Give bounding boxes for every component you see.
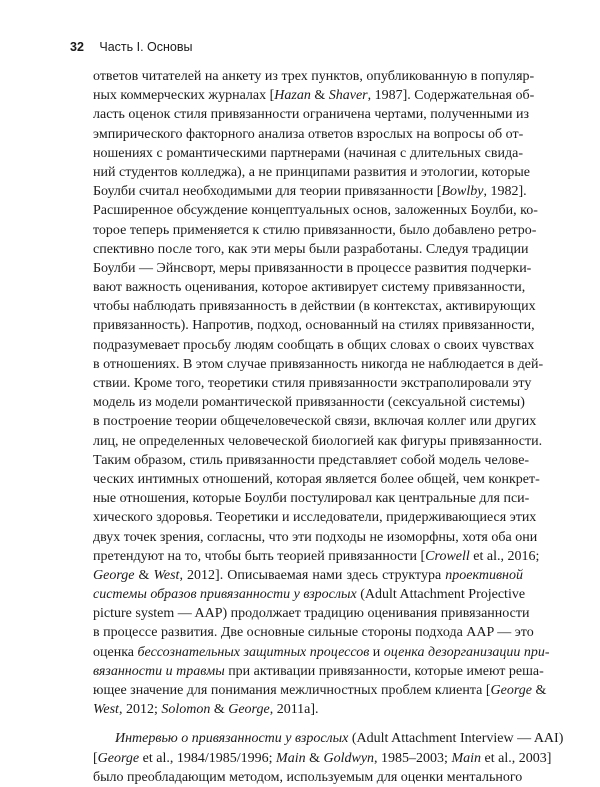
text-run: двух точек зрения, согласны, что эти подходы не изоморфны, хотя оба они — [93, 529, 538, 545]
text-run: , 1987]. Содержательная об- — [367, 88, 535, 104]
text-line — [93, 508, 537, 527]
text-line — [93, 623, 534, 642]
text-line — [93, 585, 526, 604]
text-run: вают важность оценивания, которое активирует систему привязанности, — [93, 280, 526, 296]
text-line — [93, 163, 530, 182]
text-run: et al., 1984/1985/1996; — [139, 750, 277, 766]
text-run: ний студентов колледжа), а не принципами развития и этологии, которые — [93, 164, 530, 180]
text-run: Hazan — [274, 88, 311, 104]
text-run: Боулби считал необходимыми для теории привязанности [ — [93, 184, 442, 200]
text-run: West — [153, 567, 180, 583]
text-run: & — [134, 567, 154, 583]
text-run: & — [532, 683, 547, 698]
text-line — [93, 144, 523, 163]
text-line — [93, 700, 523, 719]
text-line — [93, 643, 550, 662]
text-run: Goldwyn — [323, 750, 375, 766]
text-run: Crowell — [425, 548, 470, 564]
text-run: [ — [93, 750, 98, 766]
text-run: ласть оценок стиля привязанности ограничена чертами, полученными из — [93, 107, 530, 123]
text-line — [93, 393, 523, 412]
text-run: хического здоровья. Теоретики и исследователи, придерживающиеся этих — [93, 510, 537, 526]
text-line — [93, 528, 538, 547]
text-line — [93, 316, 535, 335]
running-header — [70, 40, 193, 54]
text-run: модель из модели романтической привязанности (сексуальной системы) — [93, 395, 525, 411]
text-line — [93, 451, 530, 470]
text-run: системы образов привязанности у взрослых — [93, 587, 357, 603]
text-run: Расширенное обсуждение концептуальных основ, заложенных Боулби, ко- — [93, 203, 538, 219]
text-run: Интервью о привязанности у взрослых — [115, 731, 349, 747]
text-run: подразумевает просьбу людям сообщать в общих словах о своих чувствах — [93, 337, 535, 353]
text-run: (Adult Attachment Interview — AAI) — [348, 731, 564, 747]
text-line — [93, 240, 529, 259]
text-run: ответов читателей на анкету из трех пунктов, опубликованную в популяр- — [93, 69, 535, 84]
text-run: Bowlby — [441, 184, 484, 200]
text-run: , 2012; — [118, 702, 162, 718]
text-run: бессознательных защитных процессов — [137, 644, 370, 660]
text-run: ствии. Кроме того, теоретики стиля привязанности экстраполировали эту — [93, 376, 532, 391]
text-line — [93, 278, 526, 297]
text-run: в построение теории общечеловеческой связи, включая коллег или других — [93, 414, 537, 430]
text-run: & — [210, 702, 229, 718]
text-run: оценка — [93, 644, 138, 660]
text-line — [93, 681, 547, 700]
text-line — [93, 297, 536, 316]
text-line — [93, 182, 527, 201]
text-line — [93, 201, 538, 220]
text-run: George — [97, 750, 140, 766]
text-line — [93, 355, 544, 374]
text-line — [93, 489, 530, 508]
text-run: George — [490, 683, 533, 698]
text-line — [93, 412, 537, 431]
text-run: picture system — AAP) продолжает традицию оценивания привязанности — [93, 606, 530, 622]
text-line — [93, 566, 523, 585]
text-line — [93, 67, 535, 86]
text-run: ческих интимных отношений, которая является более общей, чем конкрет- — [93, 471, 540, 487]
text-line — [93, 336, 535, 355]
text-run: претендуют на то, чтобы быть теорией привязанности [ — [93, 548, 426, 564]
text-line — [93, 105, 530, 124]
text-line — [93, 125, 523, 144]
text-run: Боулби — Эйнсворт, меры привязанности в процессе развития подчерки- — [93, 260, 532, 276]
text-run: Solomon — [161, 702, 211, 718]
text-run: в процессе развития. Две основные сильные стороны подхода AAP — это — [93, 625, 534, 641]
body-text — [93, 67, 564, 787]
text-line — [93, 729, 564, 748]
paragraph-gap — [93, 719, 523, 729]
text-run: чтобы наблюдать привязанность в действии (в контекстах, активирующих — [93, 299, 536, 315]
text-run: ные отношения, которые Боулби постулировал как центральные для пси- — [93, 491, 530, 507]
text-run: ношениях с романтическими партнерами (начиная с длительных свида- — [93, 145, 523, 161]
text-line — [93, 768, 523, 787]
text-run: ных коммерческих журналах [ — [93, 88, 275, 104]
text-run: лиц, не определенных человеческой биологией как фигуры привязанности. — [93, 433, 543, 449]
text-run: при активации привязанности, которые имеют реша- — [224, 663, 544, 679]
text-run: et al., 2003] — [481, 750, 552, 766]
text-run: , 1982]. — [483, 184, 527, 200]
text-run: вязанности и травмы — [93, 663, 225, 679]
text-run: Shaver — [328, 88, 368, 104]
text-run: , 1985–2003; — [374, 750, 452, 766]
text-run: (Adult Attachment Projective — [356, 587, 526, 603]
text-run: в отношениях. В этом случае привязанность никогда не наблюдается в дей- — [93, 356, 544, 372]
text-line — [93, 259, 532, 278]
text-run: , 2011a]. — [269, 702, 319, 718]
text-line — [93, 470, 540, 489]
text-run: проективной — [445, 567, 523, 583]
running-title: Часть I. Основы — [99, 40, 193, 54]
text-line — [93, 662, 544, 681]
text-run: эмпирического факторного анализа ответов взрослых на вопросы об от- — [93, 126, 524, 142]
text-run: ющее значение для понимания межличностных проблем клиента [ — [93, 683, 491, 698]
text-run: Main — [276, 750, 306, 766]
text-run: , 2012]. Описываемая нами здесь структура — [179, 567, 446, 583]
text-line — [93, 604, 530, 623]
page-number: 32 — [70, 40, 84, 54]
text-run: было преобладающим методом, используемым для оценки ментального — [93, 769, 523, 785]
text-line — [93, 749, 552, 768]
text-run: Таким образом, стиль привязанности представляет собой модель челове- — [93, 452, 530, 468]
text-run: и — [369, 644, 384, 660]
text-run: Main — [451, 750, 481, 766]
text-line — [93, 221, 537, 240]
text-line — [93, 86, 535, 105]
text-run: George — [228, 702, 270, 718]
text-run: спективно после того, как эти меры были разработаны. Следуя традиции — [93, 241, 529, 257]
text-run: & — [305, 750, 324, 766]
text-line — [93, 374, 532, 393]
text-run: & — [310, 88, 329, 104]
text-run: West — [93, 702, 119, 718]
text-run: привязанность). Напротив, подход, основанный на стилях привязанности, — [93, 318, 535, 334]
text-line — [93, 547, 540, 566]
text-run: торое теперь применяется к стилю привязанности, было добавлено ретро- — [93, 222, 537, 238]
text-run: George — [93, 567, 135, 583]
text-run: оценка дезорганизации при- — [383, 644, 550, 660]
text-run: et al., 2016; — [469, 548, 540, 564]
text-line — [93, 432, 543, 451]
